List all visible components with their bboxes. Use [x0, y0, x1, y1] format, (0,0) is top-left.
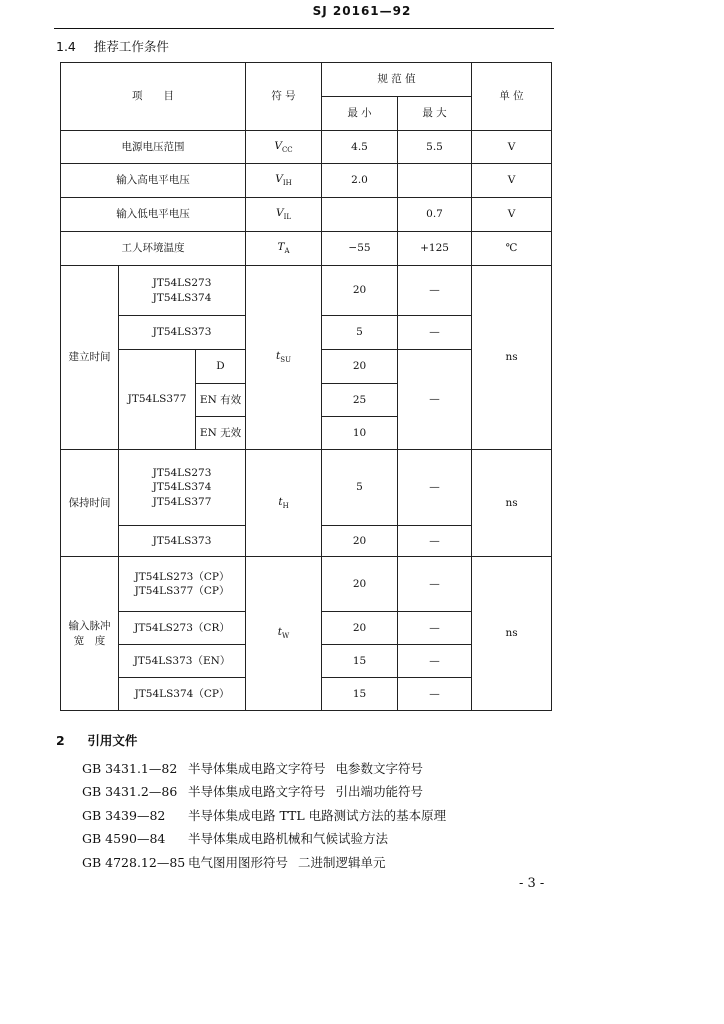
unit-cell: ℃ — [472, 232, 552, 266]
max-cell — [398, 164, 472, 198]
setup-symbol-cell: $t_{SU}$ — [246, 266, 322, 450]
page-number: - 3 - — [519, 876, 545, 891]
table-row — [61, 450, 552, 526]
symbol-cell: $V_{IL}$ — [246, 198, 322, 232]
max-cell: — — [398, 645, 472, 678]
min-cell: 5 — [322, 450, 398, 526]
max-cell: — — [398, 612, 472, 645]
reference-title: 半导体集成电路机械和气候试验方法 — [188, 831, 389, 847]
max-cell: — — [398, 450, 472, 526]
max-cell: 0.7 — [398, 198, 472, 232]
model-cell: JT54LS373 — [119, 526, 246, 557]
max-cell: 5.5 — [398, 131, 472, 164]
min-cell: 15 — [322, 678, 398, 711]
symbol-cell: $T_A$ — [246, 232, 322, 266]
reference-item — [82, 851, 446, 874]
item-cell: 输入低电平电压 — [61, 198, 246, 232]
model-cell: JT54LS273 JT54LS374 JT54LS377 — [119, 450, 246, 526]
reference-item — [82, 804, 446, 827]
setup-unit-cell: ns — [472, 266, 552, 450]
reference-extra: 电参数文字符号 — [335, 761, 424, 776]
col-header-unit: 单 位 — [472, 63, 552, 131]
model-cell: JT54LS373 — [119, 316, 246, 350]
reference-item — [82, 827, 446, 850]
min-cell: 25 — [322, 384, 398, 417]
table-row — [61, 131, 552, 164]
max-cell: — — [398, 350, 472, 450]
reference-code: GB 3439—82 — [82, 807, 166, 823]
section-2-heading — [56, 731, 137, 749]
section-title: 引用文件 — [87, 733, 138, 748]
standard-id-header: SJ 20161—92 — [312, 4, 412, 18]
condition-cell: D — [196, 350, 246, 384]
reference-list — [82, 757, 446, 874]
pulse-unit-cell: ns — [472, 557, 552, 711]
reference-title: 电气图用图形符号 — [188, 854, 289, 870]
hold-symbol-cell: $t_H$ — [246, 450, 322, 557]
hold-time-label: 保持时间 — [61, 450, 119, 557]
col-header-max: 最 大 — [398, 97, 472, 131]
col-header-item: 项 目 — [61, 63, 246, 131]
min-cell: 20 — [322, 557, 398, 612]
min-cell: 20 — [322, 350, 398, 384]
reference-item — [82, 757, 446, 780]
min-cell: 20 — [322, 526, 398, 557]
section-number: 2 — [56, 733, 65, 748]
condition-cell: EN 无效 — [196, 417, 246, 450]
section-number: 1.4 — [56, 39, 76, 54]
reference-code: GB 3431.2—86 — [82, 784, 178, 800]
max-cell: +125 — [398, 232, 472, 266]
min-cell: 20 — [322, 612, 398, 645]
table-row — [61, 164, 552, 198]
reference-item — [82, 780, 446, 803]
max-cell: — — [398, 526, 472, 557]
min-cell — [322, 198, 398, 232]
model-cell: JT54LS273（CR） — [119, 612, 246, 645]
unit-cell: V — [472, 131, 552, 164]
table-row — [61, 232, 552, 266]
col-header-symbol: 符 号 — [246, 63, 322, 131]
pulse-width-label: 输入脉冲 宽 度 — [61, 557, 119, 711]
symbol-cell: $V_{CC}$ — [246, 131, 322, 164]
col-header-range: 规 范 值 — [322, 63, 472, 97]
pulse-symbol-cell: $t_W$ — [246, 557, 322, 711]
table-row — [61, 266, 552, 316]
item-cell: 工人环境温度 — [61, 232, 246, 266]
table-row — [61, 198, 552, 232]
hold-unit-cell: ns — [472, 450, 552, 557]
reference-extra: 引出端功能符号 — [335, 784, 424, 800]
min-cell: 5 — [322, 316, 398, 350]
symbol-cell: $V_{IH}$ — [246, 164, 322, 198]
recommended-conditions-table-container — [60, 62, 551, 713]
max-cell: — — [398, 316, 472, 350]
reference-extra: 二进制逻辑单元 — [298, 854, 386, 870]
reference-title: 半导体集成电路 TTL 电路测试方法的基本原理 — [188, 807, 447, 823]
reference-title: 半导体集成电路文字符号 — [188, 761, 326, 776]
model-cell: JT54LS273 JT54LS374 — [119, 266, 246, 316]
min-cell: 10 — [322, 417, 398, 450]
min-cell: 20 — [322, 266, 398, 316]
model-cell: JT54LS373（EN） — [119, 645, 246, 678]
condition-cell: EN 有效 — [196, 384, 246, 417]
min-cell: −55 — [322, 232, 398, 266]
table-row — [61, 557, 552, 612]
section-1-4-heading — [56, 37, 169, 55]
model-cell: JT54LS374（CP） — [119, 678, 246, 711]
recommended-conditions-table — [60, 62, 552, 711]
min-cell: 4.5 — [322, 131, 398, 164]
header-rule — [54, 28, 554, 29]
model-cell: JT54LS377 — [119, 350, 196, 450]
setup-time-label: 建立时间 — [61, 266, 119, 450]
section-title: 推荐工作条件 — [93, 39, 169, 54]
max-cell: — — [398, 557, 472, 612]
model-cell: JT54LS273（CP） JT54LS377（CP） — [119, 557, 246, 612]
min-cell: 15 — [322, 645, 398, 678]
unit-cell: V — [472, 198, 552, 232]
max-cell: — — [398, 678, 472, 711]
reference-code: GB 3431.1—82 — [82, 761, 178, 776]
item-cell: 电源电压范围 — [61, 131, 246, 164]
item-cell: 输入高电平电压 — [61, 164, 246, 198]
max-cell: — — [398, 266, 472, 316]
reference-code: GB 4590—84 — [82, 831, 166, 847]
col-header-min: 最 小 — [322, 97, 398, 131]
unit-cell: V — [472, 164, 552, 198]
reference-code: GB 4728.12—85 — [82, 854, 186, 870]
reference-title: 半导体集成电路文字符号 — [188, 784, 326, 800]
min-cell: 2.0 — [322, 164, 398, 198]
